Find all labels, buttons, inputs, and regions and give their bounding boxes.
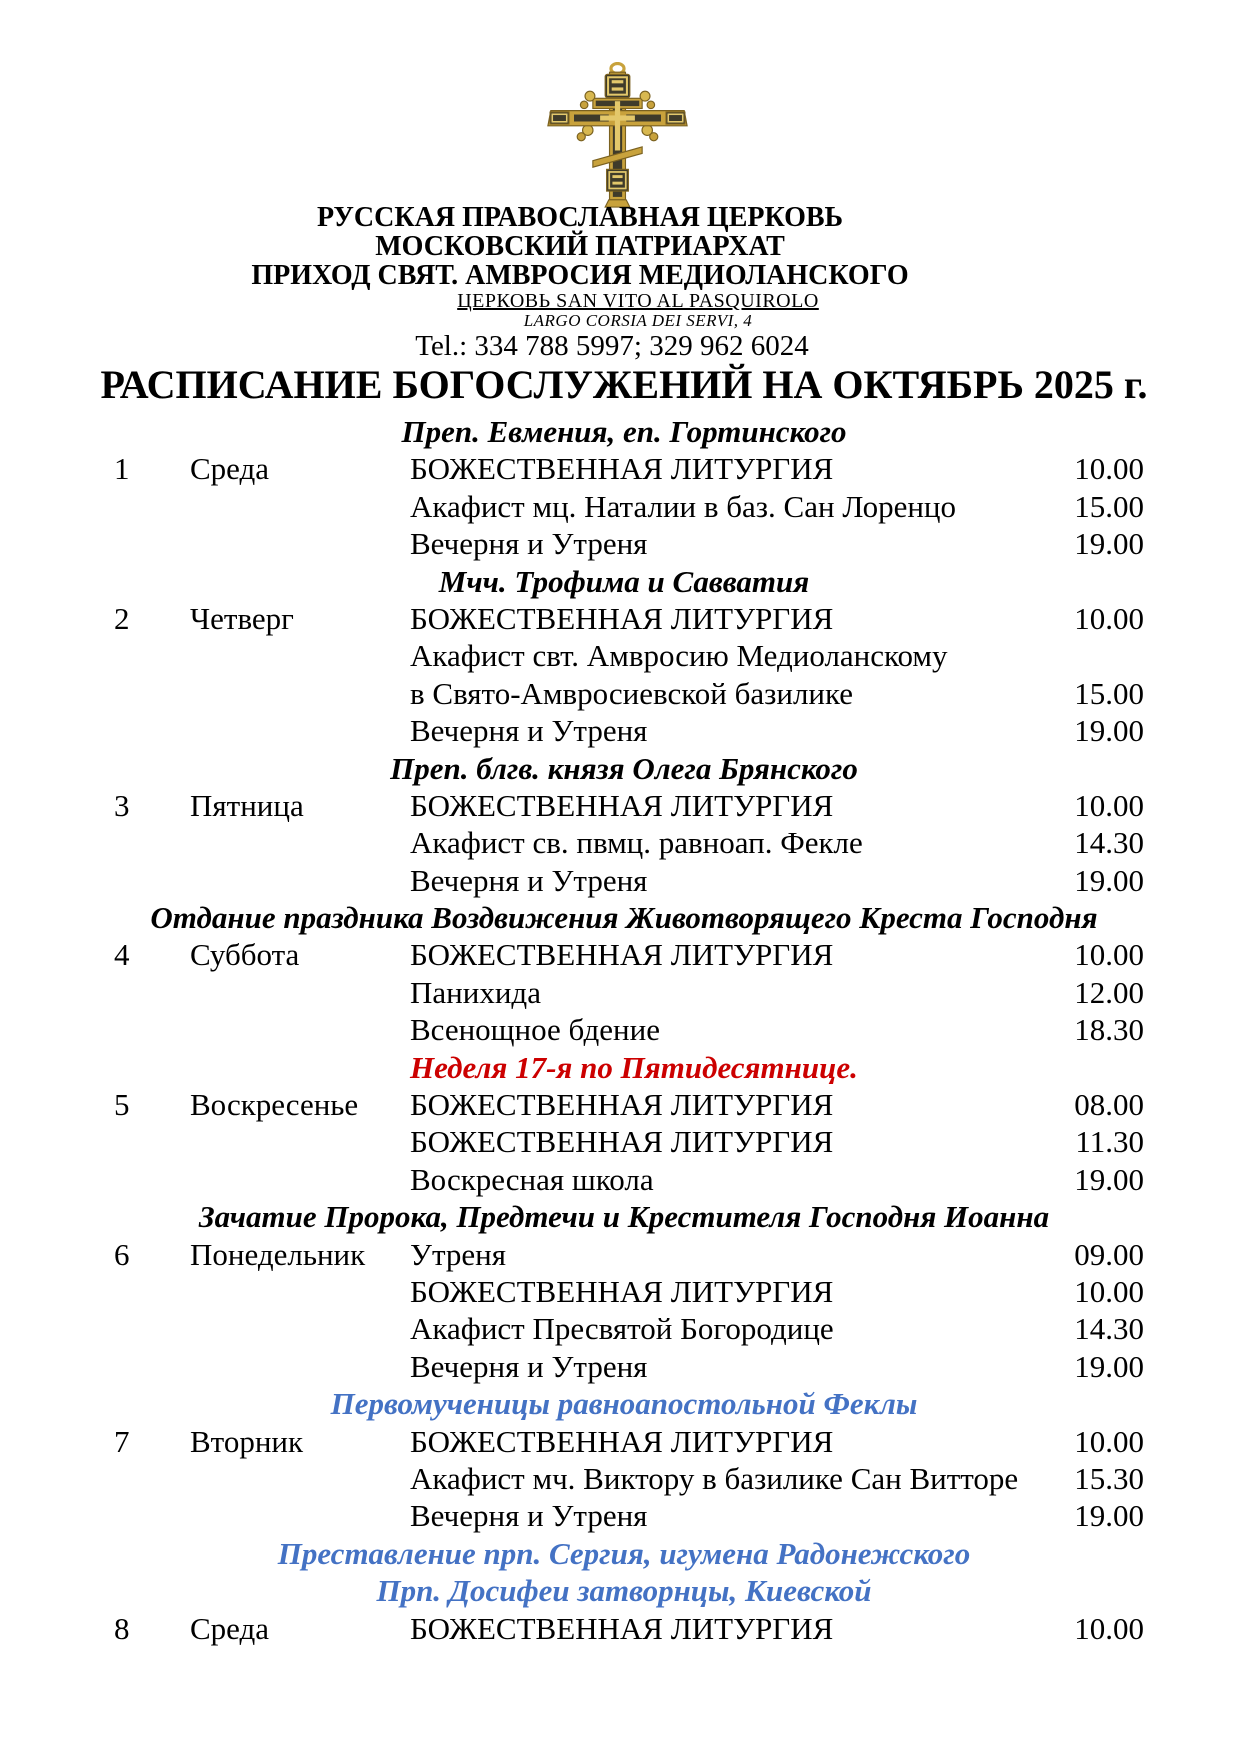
time-cell: 12.00 — [1074, 974, 1144, 1010]
church-name: ЦЕРКОВЬ SAN VITO AL PASQUIROLO — [457, 290, 819, 312]
day-cell: Четверг — [190, 600, 294, 636]
service-cell: Всенощное бдение — [410, 1012, 660, 1048]
service-cell: БОЖЕСТВЕННАЯ ЛИТУРГИЯ — [410, 787, 834, 823]
time-cell: 10.00 — [1074, 787, 1144, 823]
feast-heading: Преп. Евмения, еп. Гортинского — [401, 414, 847, 449]
service-cell: Вечерня и Утреня — [410, 862, 648, 898]
service-row — [100, 488, 1148, 525]
service-row — [100, 1460, 1148, 1497]
service-cell: Акафист св. пвмц. равноап. Фекле — [410, 825, 863, 861]
service-row — [100, 936, 1148, 973]
service-cell: БОЖЕСТВЕННАЯ ЛИТУРГИЯ — [410, 1273, 834, 1309]
time-cell: 10.00 — [1074, 1423, 1144, 1459]
service-row — [100, 787, 1148, 824]
day-cell: Суббота — [190, 937, 300, 973]
service-cell: БОЖЕСТВЕННАЯ ЛИТУРГИЯ — [410, 1124, 834, 1160]
service-cell: Воскресная школа — [410, 1161, 654, 1197]
service-row — [100, 1423, 1148, 1460]
day-cell: Вторник — [190, 1423, 304, 1459]
orthodox-cross-icon — [545, 62, 690, 210]
time-cell: 10.00 — [1074, 600, 1144, 636]
feast-heading: Преставление прп. Сергия, игумена Радонежского — [277, 1535, 971, 1571]
time-cell: 15.00 — [1074, 675, 1144, 711]
church-address: LARGO CORSIA DEI SERVI, 4 — [523, 311, 753, 330]
service-cell: Акафист Пресвятой Богородице — [410, 1311, 834, 1347]
date-cell: 1 — [114, 451, 130, 487]
feast-heading: Прп. Досифеи затворнцы, Киевской — [376, 1573, 872, 1609]
service-cell: Вечерня и Утреня — [410, 526, 648, 562]
service-row — [100, 862, 1148, 899]
service-cell: БОЖЕСТВЕННАЯ ЛИТУРГИЯ — [410, 1423, 834, 1459]
service-row — [100, 1086, 1148, 1123]
service-row — [100, 1273, 1148, 1310]
service-row — [100, 450, 1148, 487]
service-row — [100, 675, 1148, 712]
feast-heading: Отдание праздника Воздвижения Животворящего Креста Господня — [150, 900, 1098, 936]
service-cell: БОЖЕСТВЕННАЯ ЛИТУРГИЯ — [410, 1610, 834, 1646]
feast-heading: Первомученицы равноапостольной Феклы — [330, 1386, 918, 1422]
time-cell: 15.00 — [1074, 488, 1144, 524]
service-row — [100, 1310, 1148, 1347]
service-cell: Вечерня и Утреня — [410, 1348, 648, 1384]
service-row — [100, 1497, 1148, 1534]
time-cell: 10.00 — [1074, 1610, 1144, 1646]
time-cell: 09.00 — [1074, 1236, 1144, 1272]
date-cell: 5 — [114, 1087, 130, 1123]
time-cell: 15.30 — [1074, 1460, 1144, 1496]
service-cell: БОЖЕСТВЕННАЯ ЛИТУРГИЯ — [410, 937, 834, 973]
feast-heading: Неделя 17-я по Пятидесятнице. — [410, 1049, 858, 1085]
service-cell: Акафист мч. Виктору в базилике Сан Витторе — [410, 1460, 1019, 1496]
time-cell: 10.00 — [1074, 1273, 1144, 1309]
time-cell: 18.30 — [1074, 1012, 1144, 1048]
time-cell: 11.30 — [1075, 1124, 1144, 1160]
service-cell: Вечерня и Утреня — [410, 1498, 648, 1534]
time-cell: 10.00 — [1074, 937, 1144, 973]
feast-heading: Преп. блгв. князя Олега Брянского — [390, 750, 858, 786]
service-row — [100, 824, 1148, 861]
date-cell: 3 — [114, 787, 130, 823]
service-row — [100, 712, 1148, 749]
service-row — [100, 525, 1148, 562]
date-cell: 8 — [114, 1610, 130, 1646]
time-cell: 19.00 — [1074, 862, 1144, 898]
time-cell: 19.00 — [1074, 526, 1144, 562]
time-cell: 14.30 — [1074, 825, 1144, 861]
date-cell: 6 — [114, 1236, 130, 1272]
date-cell: 4 — [114, 937, 130, 973]
time-cell: 14.30 — [1074, 1311, 1144, 1347]
day-cell: Среда — [190, 451, 270, 487]
service-row — [100, 1011, 1148, 1048]
page-title: РАСПИСАНИЕ БОГОСЛУЖЕНИЙ НА ОКТЯБРЬ 2025 г. — [100, 362, 1148, 407]
service-cell: БОЖЕСТВЕННАЯ ЛИТУРГИЯ — [410, 600, 834, 636]
day-cell: Воскресенье — [190, 1087, 359, 1123]
time-cell: 19.00 — [1074, 1498, 1144, 1534]
service-row — [100, 600, 1148, 637]
service-cell: Акафист свт. Амвросию Медиоланскому — [410, 638, 948, 674]
service-row — [100, 1610, 1148, 1647]
org-line-2: МОСКОВСКИЙ ПАТРИАРХАТ — [375, 231, 785, 262]
feast-heading: Зачатие Пророка, Предтечи и Крестителя Господня Иоанна — [198, 1199, 1050, 1235]
service-cell: БОЖЕСТВЕННАЯ ЛИТУРГИЯ — [410, 451, 834, 487]
service-cell: БОЖЕСТВЕННАЯ ЛИТУРГИЯ — [410, 1087, 834, 1123]
service-cell: Утреня — [410, 1236, 506, 1272]
service-cell: Панихида — [410, 974, 541, 1010]
date-cell: 2 — [114, 600, 130, 636]
day-cell: Пятница — [190, 787, 304, 823]
service-row — [100, 1123, 1148, 1160]
schedule — [100, 413, 1148, 1647]
service-cell: Акафист мц. Наталии в баз. Сан Лоренцо — [410, 488, 957, 524]
service-row — [100, 1236, 1148, 1273]
time-cell: 10.00 — [1074, 451, 1144, 487]
service-row — [100, 637, 1148, 674]
service-cell: в Свято-Амвросиевской базилике — [410, 675, 854, 711]
time-cell: 19.00 — [1074, 1348, 1144, 1384]
time-cell: 08.00 — [1074, 1087, 1144, 1123]
day-cell: Понедельник — [190, 1236, 366, 1272]
day-cell: Среда — [190, 1610, 270, 1646]
service-row — [100, 1161, 1148, 1198]
org-line-1: РУССКАЯ ПРАВОСЛАВНАЯ ЦЕРКОВЬ — [316, 202, 844, 233]
phone-numbers: Tel.: 334 788 5997; 329 962 6024 — [415, 330, 809, 362]
date-cell: 7 — [114, 1423, 130, 1459]
service-row — [100, 974, 1148, 1011]
service-row — [100, 1348, 1148, 1385]
service-cell: Вечерня и Утреня — [410, 713, 648, 749]
org-line-3: ПРИХОД СВЯТ. АМВРОСИЯ МЕДИОЛАНСКОГО — [251, 260, 909, 291]
organization-header — [100, 203, 1060, 290]
time-cell: 19.00 — [1074, 713, 1144, 749]
time-cell: 19.00 — [1074, 1161, 1144, 1197]
feast-heading: Мчч. Трофима и Савватия — [438, 563, 810, 599]
